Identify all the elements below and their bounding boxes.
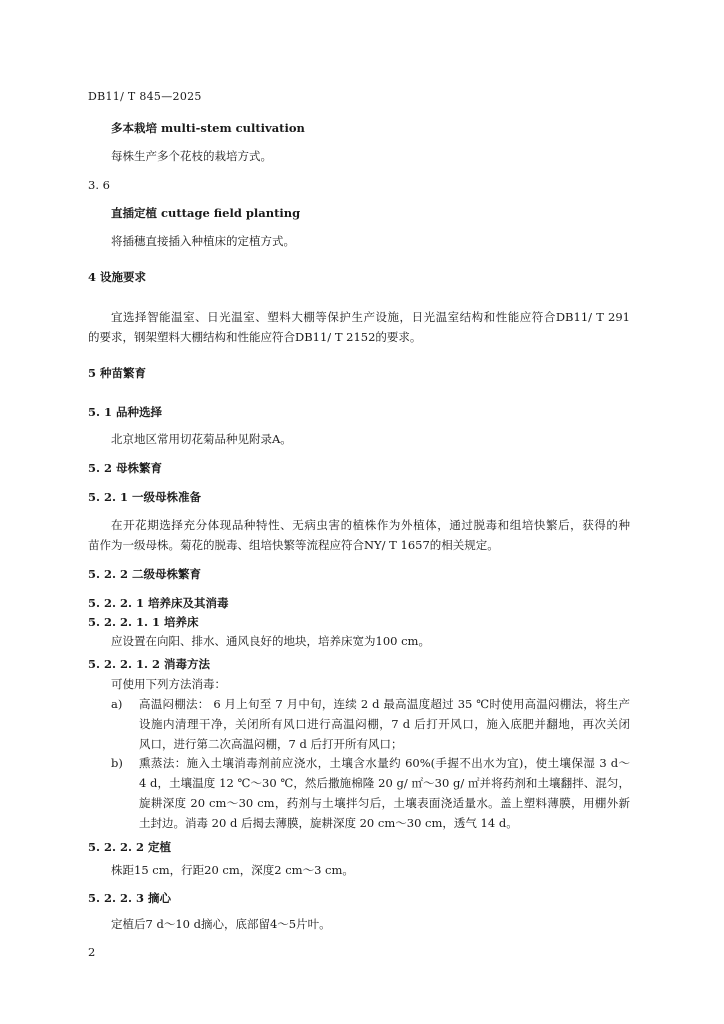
subsection-heading: 5. 2. 2 二级母株繁育: [88, 567, 202, 581]
paragraph-line: 可使用下列方法消毒：: [111, 677, 226, 691]
paragraph-line: 定植后7 d～10 d摘心，底部留4～5片叶。: [111, 917, 331, 931]
paragraph-line: 应设置在向阳、排水、通风良好的地块，培养床宽为100 cm。: [111, 634, 430, 648]
subsection-heading: 5. 1 品种选择: [88, 405, 163, 419]
list-item-line: 4 d，土壤温度 12 ℃～30 ℃，然后撒施棉隆 20 g/ ㎡～30 g/ ㎡并将药剂和土壤翻拌、混匀，: [139, 776, 630, 790]
list-marker: b): [111, 756, 123, 770]
list-item-line: 土封边。消毒 20 d 后揭去薄膜，旋耕深度 20 cm～30 cm，透气 14 d。: [139, 816, 518, 830]
clause-number: 3. 6: [88, 178, 110, 192]
list-item-line: 高温闷棚法： 6 月上旬至 7 月中旬，连续 2 d 最高温度超过 35 ℃时使用高温闷棚法，将生产: [139, 697, 630, 711]
paragraph-line: 北京地区常用切花菊品种见附录A。: [111, 432, 292, 446]
subsection-heading: 5. 2. 2. 2 定植: [88, 840, 172, 854]
paragraph-line: 在开花期选择充分体现品种特性、无病虫害的植株作为外植体，通过脱毒和组培快繁后，获得的种: [111, 518, 630, 532]
list-item-line: 设施内清理干净，关闭所有风口进行高温闷棚，7 d 后打开风口，施入底肥并翻地，再次关闭: [139, 717, 630, 731]
paragraph-line: 宜选择智能温室、日光温室、塑料大棚等保护生产设施，日光温室结构和性能应符合DB11/ T 291: [111, 310, 630, 324]
paragraph-line: 株距15 cm，行距20 cm，深度2 cm～3 cm。: [111, 863, 354, 877]
document-number: DB11/ T 845—2025: [88, 90, 202, 103]
section-heading: 5 种苗繁育: [88, 366, 147, 380]
paragraph-line: 的要求，钢架塑料大棚结构和性能应符合DB11/ T 2152的要求。: [88, 330, 422, 344]
term-definition: 将插穗直接插入种植床的定植方式。: [111, 234, 295, 248]
subsection-heading: 5. 2. 2. 3 摘心: [88, 891, 172, 905]
section-heading: 4 设施要求: [88, 270, 147, 284]
page-number: 2: [88, 945, 96, 959]
subsection-heading: 5. 2. 2. 1. 2 消毒方法: [88, 657, 211, 671]
subsection-heading: 5. 2. 2. 1. 1 培养床: [88, 615, 199, 629]
list-item-line: 旋耕深度 20 cm～30 cm，药剂与土壤拌匀后，土壤表面浇适量水。盖上塑料薄膜，用棚外新: [139, 796, 630, 810]
term-title: 直插定植 cuttage field planting: [111, 206, 301, 220]
list-marker: a): [111, 697, 123, 711]
list-item-line: 风口，进行第二次高温闷棚，7 d 后打开所有风口；: [139, 737, 403, 751]
term-title: 多本栽培 multi-stem cultivation: [111, 121, 305, 135]
subsection-heading: 5. 2. 1 一级母株准备: [88, 490, 202, 504]
list-item-line: 熏蒸法：施入土壤消毒剂前应浇水，土壤含水量约 60%(手握不出水为宜)，使土壤保湿 3 d～: [139, 756, 630, 770]
term-definition: 每株生产多个花枝的栽培方式。: [111, 149, 272, 163]
paragraph-line: 苗作为一级母株。菊花的脱毒、组培快繁等流程应符合NY/ T 1657的相关规定。: [88, 538, 499, 552]
subsection-heading: 5. 2 母株繁育: [88, 461, 163, 475]
subsection-heading: 5. 2. 2. 1 培养床及其消毒: [88, 596, 229, 610]
